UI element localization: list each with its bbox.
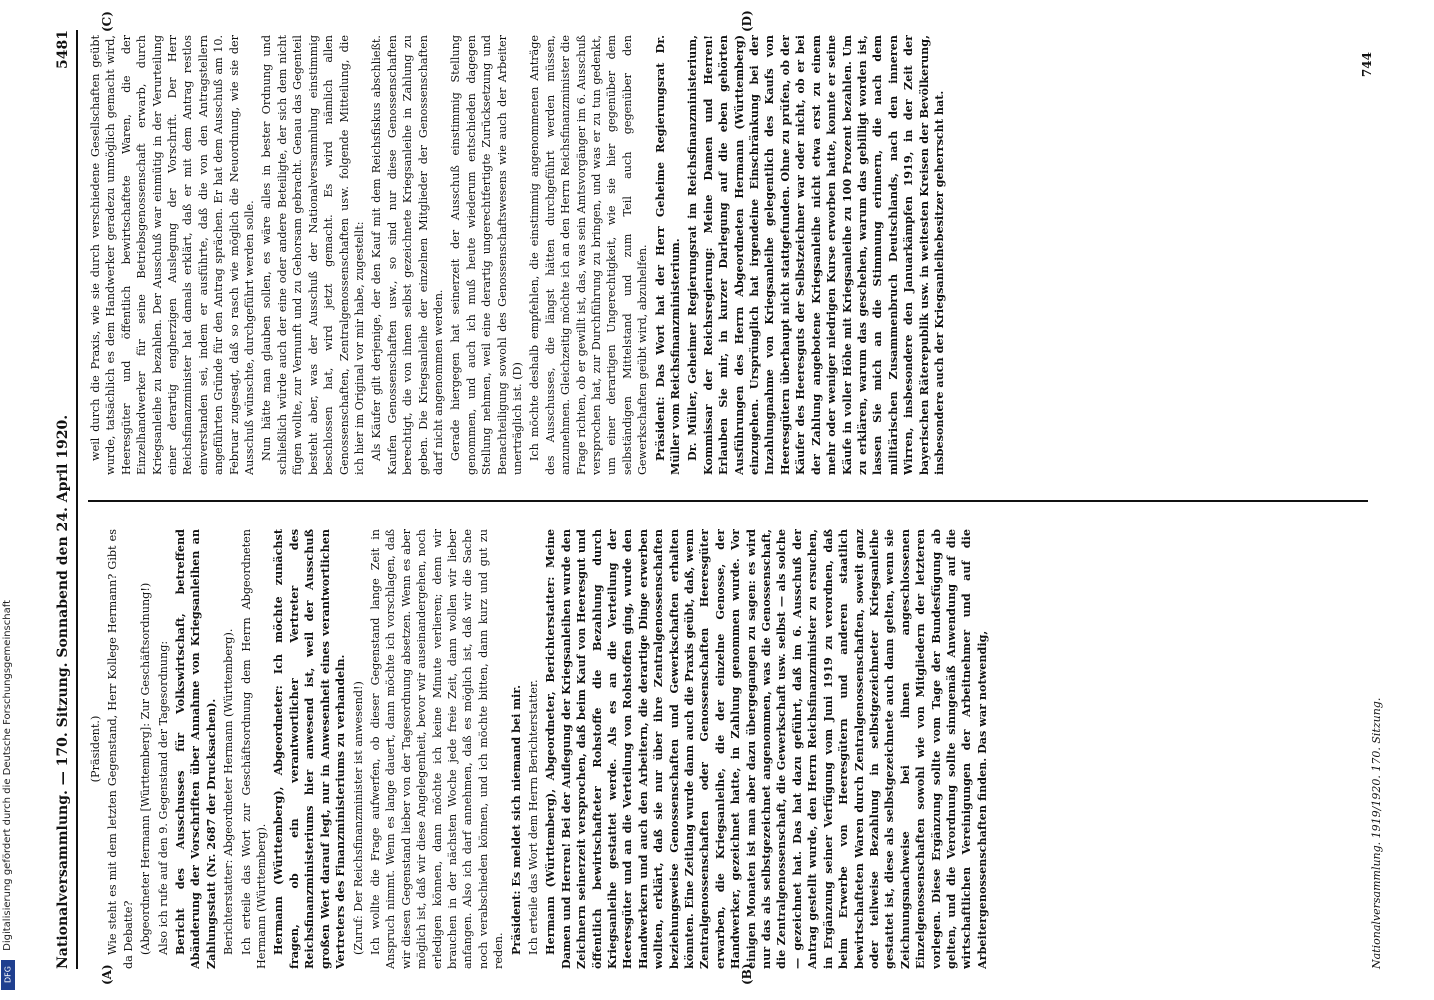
left-column-paragraph: (Abgeordneter Hermann [Württemberg]: Zur Geschäftsordnung!) bbox=[139, 582, 153, 955]
scanned-page bbox=[40, 12, 1400, 987]
left-column-paragraph: (Präsident.) bbox=[89, 715, 102, 783]
header-title: Nationalversammlung. — 170. Sitzung. Sonnabend den 24. April 1920. bbox=[55, 414, 71, 969]
sheet-number: 744 bbox=[1360, 52, 1374, 78]
left-column-paragraph: Hermann (Württemberg), Abgeordneter, Berichterstatter: Meine Damen und Herren! Bei der Auflegung der Kriegsanleihen wurde den Zeichnern seinerzeit versprochen, daß beim Kauf von Heeresgut und öffentlich bewirtschafteter Rohstoffe die Bezahlung durch Kriegsanleihe gestattet werde. Als es an die Verteilung der Heeresgüter und an die Verteilung von Rohstoffen ging, wurde den Handwerkern und auch den Arbeitern, die derartige Dinge erwerben wollten, erklärt, daß sie nur über ihre Zentralgenossenschaften beziehungsweise Genossenschaften und Gewerkschaften erhalten könnten. Eine Zeitlang wurde dann auch die Praxis geübt, daß, wenn Zentralgenossenschaften oder Genossenschaften Heeresgüter erwarben, die Kriegsanleihe, die der einzelne Genosse, der Handwerker, gezeichnet hatte, in Zahlung genommen wurde. Vor einigen Monaten ist man aber dazu übergegangen zu sagen: es wird nur das als selbstgezeichnet angenommen, was die Genossenschaft, die Zentralgenossenschaft, die Gewerkschaft usw. selbst — als solche — gezeichnet hat. Das hat dazu geführt, daß im 6. Ausschuß der Antrag gestellt wurde, den Herrn Reichsfinanzminister zu ersuchen, in Ergänzung seiner Verfügung vom Juni 1919 zu verordnen, daß beim Erwerbe von Heeresgütern und anderen staatlich bewirtschafteten Waren durch Zentralgenossenschaften, soweit ganz oder teilweise Bezahlung in selbstgezeichneter Kriegsanleihe gestattet ist, diese als selbstgezeichnete auch dann gelten, wenn sie Zeichnungsnachweise bei ihnen angeschlossenen Einzelgenossenschaften sowohl wie von Mitgliedern der letzteren vorlegen. Diese Ergänzung sollte vom Tage der Bundesfügung ab gelten, und die Verordnung sollte sinngemäß Anwendung auf die wirtschaftlichen Vereinigungen der Arbeitnehmer und auf die Arbeitergenossenschaften finden. Das war notwendig, bbox=[543, 529, 989, 969]
right-column-paragraph: Ich möchte deshalb empfehlen, die einstimmig angenommenen Anträge des Ausschusses, die längst hätten durchgeführt werden müssen, anzunehmen. Gleichzeitig möchte ich an den Herrn Reichsfinanzminister die Frage richten, ob er gewillt ist, das, was sein Amtsvorgänger im 6. Ausschuß versprochen hat, zur Durchführung zu bringen, und was er zu tun gedenkt, um einer derartigen Ungerechtigkeit, wie sie hier gegenüber dem selbständigen Mittelstand und zum Teil auch gegenüber den Gewerkschaften geübt wird, abzuhelfen. bbox=[528, 35, 650, 475]
right-column-paragraph: Als Käufer gilt derjenige, der den Kauf mit dem Reichsfiskus abschließt. Kaufen Genossenschaften usw., so sind nur diese Genossenschaften berechtigt, die von ihnen selbst gezeichnete Kriegsanleihe in Zahlung zu geben. Die Kriegsanleihe der einzelnen Mitglieder der Genossenschaften darf nicht angenommen werden. bbox=[370, 35, 445, 475]
margin-letter-b: (B) bbox=[740, 963, 754, 985]
page-footer: Nationalversammlung. 1919/1920. 170. Sitzung. bbox=[1370, 697, 1383, 969]
left-column-paragraph: Hermann (Württemberg), Abgeordneter: Ich möchte zunächst fragen, ob ein verantwortlicher Vertreter des Reichsfinanzministeriums hier anwesend ist, weil der Ausschuß großen Wert darauf legt, nur in Anwesenheit eines verantwortlichen Vertreters des Finanzministeriums zu verhandeln. bbox=[271, 529, 348, 969]
right-column-paragraph: weil durch die Praxis, wie sie durch verschiedene Gesellschaften geübt wurde, tatsächlich es dem Handwerker geradezu unmöglich gemacht wird, Heeresgüter und öffentlich bewirtschaftete Waren, die der Einzelhandwerker für seine Betriebsgenossenschaft erwarb, durch Kriegsanleihe zu bezahlen. Der Ausschuß war einmütig in der Verurteilung einer derartig engherzigen Auslegung der Vorschrift. Der Herr Reichsfinanzminister hat damals erklärt, daß er mit dem Antrag restlos einverstanden sei, indem er ausführte, daß die von den Antragstellern angeführten Gründe für den Antrag sprächen. Er hat dem Ausschuß am 10. Februar zugesagt, daß so rasch wie möglich die Neuordnung, wie sie der Ausschuß wünschte, durchgeführt werden solle. bbox=[89, 35, 257, 475]
left-column-paragraph: (Zuruf: Der Reichsfinanzminister ist anwesend!) bbox=[351, 681, 365, 955]
right-column-paragraph: Gerade hiergegen hat seinerzeit der Ausschuß einstimmig Stellung genommen, und auch ich muß heute wiederum entschieden dagegen Stellung nehmen, weil eine derartig ungerechtfertigte Zurücksetzung und Benachteiligung sowohl des Genossenschaftswesens wie auch der Arbeiter unerträglich ist. (D) bbox=[449, 35, 524, 475]
column-divider bbox=[88, 500, 1368, 502]
right-column-paragraph: Nun hätte man glauben sollen, es wäre alles in bester Ordnung und schließlich würde auch der eine oder andere Beteiligte, der sich dem nicht fügen wollte, zur Vernunft und zu Gehorsam gebracht. Genau das Gegenteil besteht aber, was der Ausschuß der Nationalversammlung einstimmig beschlossen hat, wird jetzt gemacht. Es wird nämlich allen Genossenschaften, Zentralgenossenschaften usw. folgende Mitteilung, die ich hier im Original vor mir habe, zugestellt: bbox=[260, 35, 366, 475]
page-header bbox=[50, 30, 78, 969]
dfg-logo-badge: DFG bbox=[1, 960, 15, 990]
digitization-note: Digitalisierung gefördert durch die Deutsche Forschungsgemeinschaft bbox=[2, 600, 13, 951]
right-column bbox=[88, 35, 1378, 475]
right-column-paragraph: Präsident: Das Wort hat der Herr Geheime Regierungsrat Dr. Müller vom Reichsfinanzministerium. bbox=[652, 35, 683, 475]
left-column bbox=[88, 529, 1378, 969]
margin-letter-c: (C) bbox=[100, 11, 114, 32]
right-column-paragraph: Dr. Müller, Geheimer Regierungsrat im Reichsfinanzministerium, Kommissar der Reichsregierung: Meine Damen und Herren! Erlauben Sie mir, in kurzer Darlegung auf die eben gehörten Ausführungen des Herrn Abgeordneten Hermann (Württemberg) einzugehen. Ursprünglich hat irgendeine Einschränkung bei der Inzahlungnahme von Kriegsanleihe gelegentlich des Kaufs von Heeresgütern überhaupt nicht stattgefunden. Ohne zu prüfen, ob der Käufer des Heeresguts der Selbstzeichner war oder nicht, ob er bei der Zahlung angebotene Kriegsanleihe nicht etwa erst zu einem mehr oder weniger niedrigen Kurse erworben hatte, konnte er seine Käufe in voller Höhe mit Kriegsanleihe zu 100 Prozent bezahlen. Um zu erklären, warum das geschehen, warum das gebilligt worden ist, lassen Sie mich an die Stimmung erinnern, die nach dem militärischen Zusammenbruch Deutschlands, nach den inneren Wirren, insbesondere den Januarkämpfen 1919, in der Zeit der bayerischen Räterepublik usw. in weitesten Kreisen der Bevölkerung, insbesondere auch der Kriegsanleihebesitzer geherrscht hat. bbox=[685, 35, 946, 475]
left-column-paragraph: Ich wollte die Frage aufwerfen, ob dieser Gegenstand lange Zeit in Anspruch nimmt. Wenn es lange dauert, dann möchte ich vorschlagen, daß wir diesen Gegenstand lieber von der Tagesordnung absetzen. Wenn es aber möglich ist, daß wir diese Angelegenheit, bevor wir auseinandergehen, noch erledigen können, dann möchte ich keine Minute verlieren; denn wir brauchen in der nächsten Woche jede freie Zeit, dann wollen wir lieber anfangen. Also ich darf annehmen, daß es möglich ist, daß wir die Sache noch verabschieden können, und ich möchte bitten, dann kurz und gut zu reden. bbox=[368, 529, 506, 969]
left-column-paragraph: Präsident: Es meldet sich niemand bei mir. bbox=[508, 684, 523, 955]
left-column-paragraph: Wie steht es mit dem letzten Gegenstand, Herr Kollege Hermann? Gibt es da Debatte? bbox=[106, 529, 135, 969]
left-column-paragraph: Also ich rufe auf den 9. Gegenstand der Tagesordnung: bbox=[156, 640, 170, 955]
left-column-paragraph: Bericht des Ausschusses für Volkswirtschaft, betreffend Abänderung der Vorschriften über Annahme von Kriegsanleihen an Zahlungsstatt (Nr. 2687 der Drucksachen). bbox=[173, 529, 218, 969]
page-number: 5481 bbox=[55, 30, 71, 69]
left-column-paragraph: Ich erteile das Wort zur Geschäftsordnung dem Herrn Abgeordneten Hermann (Württemberg). bbox=[239, 529, 269, 969]
left-column-paragraph: Ich erteile das Wort dem Herrn Berichterstatter. bbox=[526, 679, 540, 955]
left-column-paragraph: Berichterstatter: Abgeordneter Hermann (Württemberg). bbox=[222, 628, 236, 955]
margin-letter-a: (A) bbox=[100, 964, 114, 985]
margin-letter-d: (D) bbox=[740, 10, 754, 32]
